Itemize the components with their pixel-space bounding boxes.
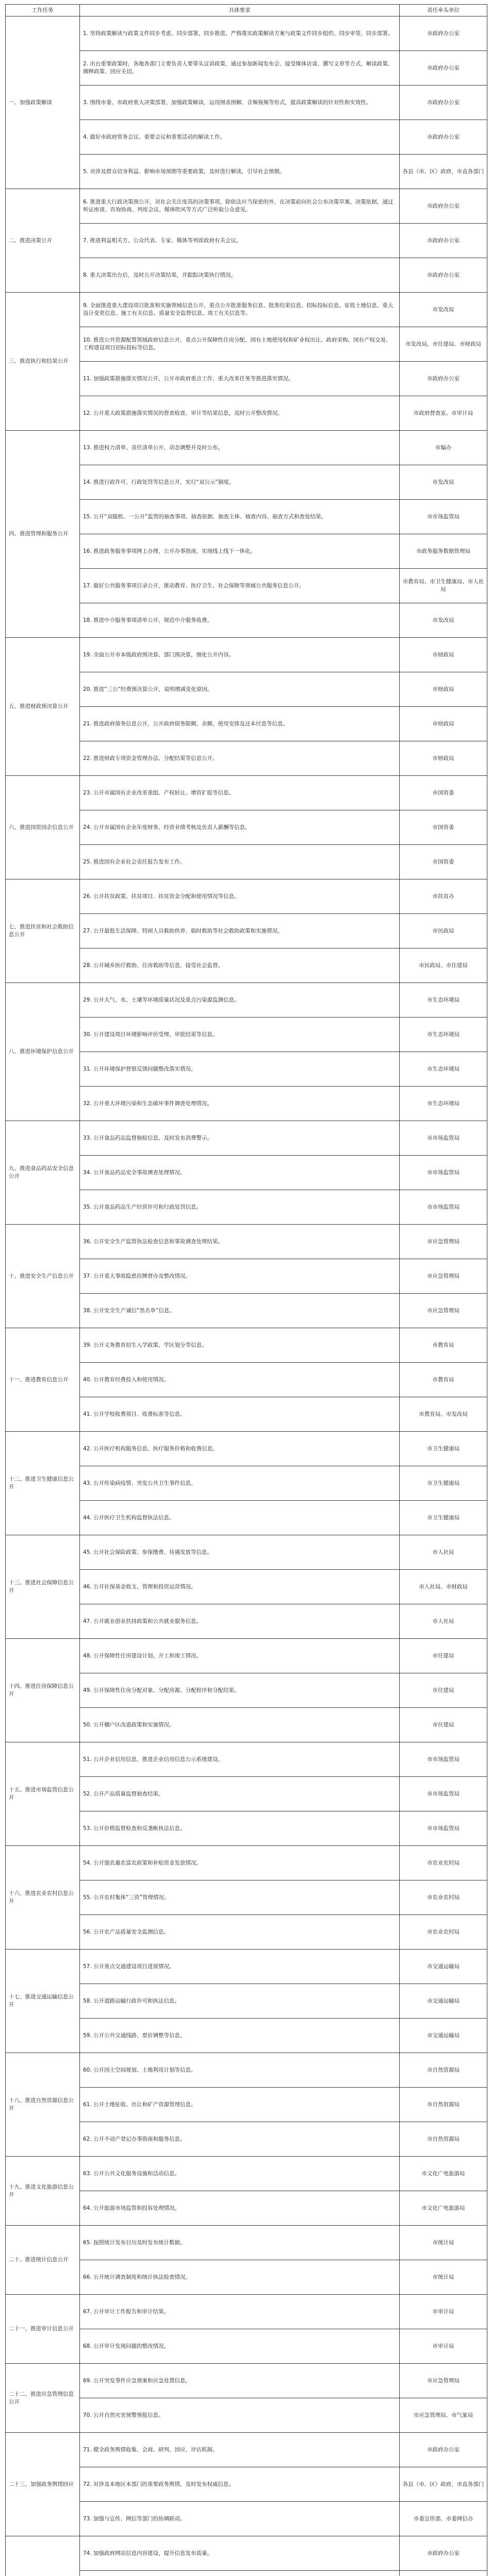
- requirement-text: 68. 公开审计发现问题的整改情况。: [80, 2329, 400, 2364]
- requirement-text: 13. 推进权力清单、责任清单公开，动态调整并及时公布。: [80, 431, 400, 465]
- table-row: [6, 1950, 487, 1984]
- responsible-department: 市应急管理局、市气象局: [400, 2398, 487, 2433]
- table-row: [6, 879, 487, 914]
- responsible-department: 市应急管理局: [400, 1259, 487, 1294]
- table-body: [6, 16, 487, 2576]
- responsible-department: 市政府办公室: [400, 362, 487, 396]
- requirement-text: 44. 公开医疗卫生机构监督执法信息。: [80, 1501, 400, 1535]
- task-category: 九、推进食品药品安全信息公开: [6, 1121, 80, 1225]
- requirement-text: 72. 对涉及本地区本部门的重要政务舆情，及时发布权威信息。: [80, 2467, 400, 2502]
- requirement-text: 51. 公开企业信用信息，推进企业信用信息公示系统建设。: [80, 1742, 400, 1777]
- responsible-department: 市住建局: [400, 1708, 487, 1742]
- responsible-department: 市卫生健康局: [400, 1501, 487, 1535]
- requirement-text: 16. 推进政务服务事项网上办理，公开办事指南，实现线上线下一体化。: [80, 534, 400, 569]
- table-row: [6, 189, 487, 224]
- responsible-department: 市审计局: [400, 2295, 487, 2329]
- responsible-department: 市财政局: [400, 672, 487, 707]
- requirement-text: 12. 公开重大政策措施落实情况的督查检查、审计等结果信息，及时公开整改情况。: [80, 396, 400, 431]
- responsible-department: 市发改局: [400, 293, 487, 327]
- requirement-text: 37. 公开重大事故隐患挂牌督办及整改情况。: [80, 1259, 400, 1294]
- responsible-department: 市政府办公室: [400, 86, 487, 120]
- responsible-department: 市市场监管局: [400, 500, 487, 534]
- requirement-text: 18. 推进中介服务事项清单公开，规范中介服务收费。: [80, 603, 400, 638]
- responsible-department: 市农业农村局: [400, 1846, 487, 1880]
- table-row: [6, 983, 487, 1018]
- responsible-department: 市政府办公室: [400, 189, 487, 224]
- responsible-department: 市市场监管局: [400, 1777, 487, 1811]
- requirement-text: 42. 公开医疗机构服务信息、医疗服务价格和收费信息。: [80, 1432, 400, 1466]
- task-category: 二、推进决策公开: [6, 189, 80, 293]
- task-category: 八、推进环境保护信息公开: [6, 983, 80, 1121]
- task-category: 五、推进财政预决算公开: [6, 638, 80, 776]
- requirement-text: 74. 加强政府网站信息内容建设，提升信息发布质量。: [80, 2536, 400, 2571]
- task-category: 七、推进扶贫和社会救助信息公开: [6, 879, 80, 983]
- responsible-department: 市财政局: [400, 707, 487, 741]
- task-category: [6, 2536, 80, 2576]
- table-row: [6, 2295, 487, 2329]
- task-category: 十六、推进农业农村信息公开: [6, 1846, 80, 1950]
- responsible-department: 市农业农村局: [400, 1880, 487, 1915]
- header-department: 责任牵头单位: [400, 5, 487, 16]
- responsible-department: 市自然资源局: [400, 2122, 487, 2157]
- responsible-department: [400, 2571, 487, 2576]
- table-row: [6, 16, 487, 51]
- task-category: 二十一、推进审计信息公开: [6, 2295, 80, 2364]
- requirement-text: 55. 公开农村集体“三资”管理情况。: [80, 1880, 400, 1915]
- responsible-department: 市编办: [400, 431, 487, 465]
- responsible-department: 市市场监管局: [400, 1811, 487, 1846]
- requirement-text: 41. 公开学校收费项目、收费标准等信息。: [80, 1397, 400, 1432]
- requirement-text: 53. 公开价格监督检查和反垄断执法信息。: [80, 1811, 400, 1846]
- requirement-text: 7. 推进利益相关方、公众代表、专家、媒体等列席政府有关会议。: [80, 224, 400, 258]
- requirement-text: 59. 公开公共交通线路、票价调整等信息。: [80, 2019, 400, 2053]
- task-category: 十七、推进交通运输信息公开: [6, 1950, 80, 2053]
- requirement-text: 1. 坚持政策解读与政策文件同步考虑、同步部署、同步推进。严格落实政策解读方案与政策文件同步组织、同步审签、同步部署。: [80, 16, 400, 51]
- responsible-department: 市政府督查室、市审计局: [400, 396, 487, 431]
- responsible-department: 市生态环境局: [400, 1052, 487, 1087]
- requirement-text: 39. 公开义务教育招生入学政策、学区划分等信息。: [80, 1328, 400, 1363]
- requirement-text: 35. 公开食品药品生产经营许可和行政处罚信息。: [80, 1190, 400, 1225]
- responsible-department: 市委宣传部、市委网信办: [400, 2502, 487, 2536]
- requirement-text: 62. 公开不动产登记办事指南和服务信息。: [80, 2122, 400, 2157]
- requirement-text: 27. 公开最低生活保障、特困人员救助供养、临时救助等社会救助政策和实施情况。: [80, 914, 400, 948]
- task-category: 三、推进执行和结果公开: [6, 293, 80, 431]
- requirement-text: 63. 公开公共文化服务设施和活动信息。: [80, 2157, 400, 2191]
- responsible-department: 市政府办公室: [400, 16, 487, 51]
- responsible-department: 市交通运输局: [400, 1984, 487, 2019]
- requirement-text: 4. 做好市政府常务会议、重要会议和重要活动的解读工作。: [80, 120, 400, 155]
- responsible-department: 市国资委: [400, 845, 487, 879]
- requirement-text: 24. 公开市属国有企业年度财务、经营业绩考核及负责人薪酬等信息。: [80, 810, 400, 845]
- requirement-text: 5. 对涉及群众切身利益、影响市场预期等重要政策，及时进行解读，引导社会预期。: [80, 155, 400, 189]
- requirement-text: 43. 公开传染病疫情、突发公共卫生事件信息。: [80, 1466, 400, 1501]
- table-row: [6, 1225, 487, 1259]
- responsible-department: 市人社局: [400, 1535, 487, 1570]
- responsible-department: 市教育局、市发改局: [400, 1397, 487, 1432]
- table-row: [6, 1432, 487, 1466]
- responsible-department: 市自然资源局: [400, 2088, 487, 2122]
- responsible-department: 市农业农村局: [400, 1915, 487, 1950]
- header-requirement: 具体要求: [80, 5, 400, 16]
- task-category: 十八、推进自然资源信息公开: [6, 2053, 80, 2157]
- responsible-department: 市住建局: [400, 1673, 487, 1708]
- task-category: 六、推进国资国企信息公开: [6, 776, 80, 879]
- task-category: 二十、推进统计信息公开: [6, 2226, 80, 2295]
- requirement-text: 6. 推进重大行政决策预公开，对社会关注度高的决策事项，除依法应当保密的外，在决策前向社会公布决策草案、决策依据，通过听证座谈、咨询协商、列席会议、媒体吹风等方式广泛听取公众意见。: [80, 189, 400, 224]
- responsible-department: 市市场监管局: [400, 1121, 487, 1156]
- responsible-department: 市政府办公室: [400, 224, 487, 258]
- table-row: [6, 2433, 487, 2467]
- task-category: 十五、推进市场监管信息公开: [6, 1742, 80, 1846]
- responsible-department: 市市场监管局: [400, 1190, 487, 1225]
- table-row: [6, 431, 487, 465]
- table-row: [6, 2364, 487, 2398]
- table-row: [6, 2226, 487, 2260]
- responsible-department: 市教育局: [400, 1363, 487, 1397]
- responsible-department: 市卫生健康局: [400, 1432, 487, 1466]
- task-category: 十、推进安全生产信息公开: [6, 1225, 80, 1328]
- task-category: 一、加强政策解读: [6, 16, 80, 189]
- responsible-department: 市政府办公室: [400, 2536, 487, 2571]
- task-category: 四、推进管理和服务公开: [6, 431, 80, 638]
- requirement-text: 52. 公开产品质量监督抽查结果。: [80, 1777, 400, 1811]
- requirement-text: 23. 公开市属国有企业改革重组、产权转让、增资扩股等信息。: [80, 776, 400, 810]
- responsible-department: 市人社局、市财政局: [400, 1570, 487, 1604]
- requirement-text: 66. 公开统计调查制度和统计执法检查情况。: [80, 2260, 400, 2295]
- table-row: [6, 1742, 487, 1777]
- task-category: 二十三、加强政务舆情回应: [6, 2433, 80, 2536]
- requirement-text: 32. 公开重大环境污染和生态破坏事件调查处理情况。: [80, 1087, 400, 1121]
- responsible-department: 市住建局: [400, 1639, 487, 1673]
- requirement-text: 38. 公开安全生产诚信“黑名单”信息。: [80, 1294, 400, 1328]
- requirement-text: 67. 公开审计工作报告和审计结果。: [80, 2295, 400, 2329]
- responsible-department: 市教育局、市卫生健康局、市人社局: [400, 569, 487, 603]
- requirement-text: 11. 加强政策措施落实情况公开，公开市政府重点工作、重大改革任务等推进落实情况。: [80, 362, 400, 396]
- responsible-department: 市应急管理局: [400, 1294, 487, 1328]
- requirement-text: 15. 公开“双随机、一公开”监管的抽查事项、抽查依据、抽查主体、抽查内容、抽查方式和查处结果。: [80, 500, 400, 534]
- requirement-text: 45. 公开社会保险政策、参保缴费、待遇发放等信息。: [80, 1535, 400, 1570]
- task-table: [5, 4, 487, 2576]
- responsible-department: 市政府办公室: [400, 2433, 487, 2467]
- responsible-department: 市政府办公室: [400, 51, 487, 86]
- table-row: [6, 1121, 487, 1156]
- responsible-department: 各县（市、区）政府，市直各部门: [400, 2467, 487, 2502]
- requirement-text: 31. 公开环境保护督察反馈问题整改落实情况。: [80, 1052, 400, 1087]
- task-category: 十三、推进社会保障信息公开: [6, 1535, 80, 1639]
- table-row: [6, 638, 487, 672]
- task-category: 十一、推进教育信息公开: [6, 1328, 80, 1432]
- table-row: [6, 1328, 487, 1363]
- requirement-text: 33. 公开食品药品监督抽检信息，及时发布消费警示。: [80, 1121, 400, 1156]
- task-category: 十二、推进卫生健康信息公开: [6, 1432, 80, 1535]
- responsible-department: 市市场监管局: [400, 1156, 487, 1190]
- requirement-text: 19. 全面公开市本级政府预决算、部门预决算，细化公开内容。: [80, 638, 400, 672]
- requirement-text: 40. 公开教育经费投入和使用情况。: [80, 1363, 400, 1397]
- responsible-department: 市应急管理局: [400, 1225, 487, 1259]
- responsible-department: 各县（市、区）政府，市直各部门: [400, 155, 487, 189]
- requirement-text: 60. 公开国土空间规划、土地利用计划等信息。: [80, 2053, 400, 2088]
- requirement-text: 48. 公开保障性住房建设计划、开工和竣工情况。: [80, 1639, 400, 1673]
- requirement-text: 34. 公开食品药品安全事故调查处理情况。: [80, 1156, 400, 1190]
- responsible-department: 市文化广电旅游局: [400, 2157, 487, 2191]
- requirement-text: 65. 按照统计发布日历及时发布统计数据。: [80, 2226, 400, 2260]
- requirement-text: 54. 公开强农惠农富农政策和补贴资金发放情况。: [80, 1846, 400, 1880]
- table-row: [6, 2157, 487, 2191]
- responsible-department: 市交通运输局: [400, 2019, 487, 2053]
- requirement-text: 28. 公开城乡医疗救助、住房救助等信息，接受社会监督。: [80, 948, 400, 983]
- requirement-text: 58. 公开道路运输行政许可和执法信息。: [80, 1984, 400, 2019]
- requirement-text: 25. 推进国有企业社会责任报告发布工作。: [80, 845, 400, 879]
- responsible-department: 市国资委: [400, 810, 487, 845]
- responsible-department: 市发改局: [400, 465, 487, 500]
- requirement-text: 26. 公开扶贫政策、扶贫项目、扶贫资金分配和使用情况等信息。: [80, 879, 400, 914]
- responsible-department: 市自然资源局: [400, 2053, 487, 2088]
- requirement-text: 22. 推进财政专项资金管理办法、分配结果等信息公开。: [80, 741, 400, 776]
- table-row: [6, 1639, 487, 1673]
- requirement-text: [80, 2571, 400, 2576]
- requirement-text: 57. 公开重点交通建设项目进展情况。: [80, 1950, 400, 1984]
- table-row: [6, 2536, 487, 2571]
- task-category: 十九、推进文化旅游信息公开: [6, 2157, 80, 2226]
- responsible-department: 市生态环境局: [400, 1087, 487, 1121]
- requirement-text: 30. 公开建设项目环境影响评价受理、审批结果等信息。: [80, 1018, 400, 1052]
- requirement-text: 47. 公开就业创业扶持政策和公共就业服务信息。: [80, 1604, 400, 1639]
- responsible-department: 市市场监管局: [400, 1742, 487, 1777]
- responsible-department: 市交通运输局: [400, 1950, 487, 1984]
- responsible-department: 市生态环境局: [400, 1018, 487, 1052]
- table-row: [6, 2053, 487, 2088]
- header-row: [6, 5, 487, 16]
- responsible-department: 市国资委: [400, 776, 487, 810]
- responsible-department: 市政府办公室: [400, 120, 487, 155]
- responsible-department: 市财政局: [400, 638, 487, 672]
- responsible-department: 市发改局、市住建局、市财政局: [400, 327, 487, 362]
- responsible-department: 市卫生健康局: [400, 1466, 487, 1501]
- table-row: [6, 293, 487, 327]
- task-category: 十四、推进住房保障信息公开: [6, 1639, 80, 1742]
- table-row: [6, 1846, 487, 1880]
- requirement-text: 61. 公开土地征收、出让和矿产资源管理信息。: [80, 2088, 400, 2122]
- requirement-text: 36. 公开安全生产监管执法检查信息和事故调查处理结果。: [80, 1225, 400, 1259]
- header-task: 工作任务: [6, 5, 80, 16]
- responsible-department: 市统计局: [400, 2260, 487, 2295]
- requirement-text: 14. 推进行政许可、行政处罚等信息公开，实行“双公示”制度。: [80, 465, 400, 500]
- requirement-text: 10. 推进公共资源配置领域政府信息公开，重点公开保障性住房分配、国有土地使用权和矿业权出让、政府采购、国有产权交易、工程建设项目招标投标等信息。: [80, 327, 400, 362]
- responsible-department: 市审计局: [400, 2329, 487, 2364]
- task-category: 二十二、推进应急管理信息公开: [6, 2364, 80, 2433]
- responsible-department: 市发改局: [400, 603, 487, 638]
- table-row: [6, 1535, 487, 1570]
- requirement-text: 9. 全面推进重大建设项目批准和实施领域信息公开，重点公开批准服务信息、批准结果信息、招标投标信息、征收土地信息、重大设计变更信息、施工有关信息、质量安全监督信息、竣工有关信息等。: [80, 293, 400, 327]
- requirement-text: 56. 公开农产品质量安全监测信息。: [80, 1915, 400, 1950]
- table-header: [6, 5, 487, 16]
- requirement-text: 73. 加强与宣传、网信等部门的协调联动。: [80, 2502, 400, 2536]
- responsible-department: 市民政局: [400, 914, 487, 948]
- responsible-department: 市文化广电旅游局: [400, 2191, 487, 2226]
- requirement-text: 70. 公开自然灾害预警预报信息。: [80, 2398, 400, 2433]
- responsible-department: 市扶贫办: [400, 879, 487, 914]
- requirement-text: 20. 推进“三公”经费预决算公开，说明增减变化原因。: [80, 672, 400, 707]
- requirement-text: 69. 公开突发事件应急预案和应急处置信息。: [80, 2364, 400, 2398]
- responsible-department: 市生态环境局: [400, 983, 487, 1018]
- requirement-text: 64. 公开旅游市场监管和投诉处理情况。: [80, 2191, 400, 2226]
- requirement-text: 2. 出台重要政策时，各地各部门主要负责人要带头宣讲政策，通过参加新闻发布会、接受媒体访谈、撰写文章等方式，解读政策、阐释政策、回应关切。: [80, 51, 400, 86]
- responsible-department: 市财政局: [400, 741, 487, 776]
- responsible-department: 市应急管理局: [400, 2364, 487, 2398]
- requirement-text: 29. 公开大气、水、土壤等环境质量状况及重点污染源监测信息。: [80, 983, 400, 1018]
- requirement-text: 71. 健全政务舆情收集、会商、研判、回应、评估机制。: [80, 2433, 400, 2467]
- table-row: [6, 776, 487, 810]
- requirement-text: 21. 推进政府债务信息公开，公开政府债务限额、余额、使用安排及还本付息等信息。: [80, 707, 400, 741]
- requirement-text: 3. 围绕市委、市政府重大决策部署，加强政策解读，运用图表图解、音频视频等形式，提高政策解读的针对性和实效性。: [80, 86, 400, 120]
- requirement-text: 46. 公开社保基金收支、管理和投资运营情况。: [80, 1570, 400, 1604]
- requirement-text: 50. 公开棚户区改造政策和实施情况。: [80, 1708, 400, 1742]
- responsible-department: 市统计局: [400, 2226, 487, 2260]
- requirement-text: 8. 重大决策出台后，及时公开决策结果，并跟踪决策执行情况。: [80, 258, 400, 293]
- requirement-text: 49. 公开保障性住房分配对象、分配房源、分配程序和分配结果。: [80, 1673, 400, 1708]
- requirement-text: 17. 做好公共服务事项目录公开，推动教育、医疗卫生、社会保障等领域公共服务信息公开。: [80, 569, 400, 603]
- responsible-department: 市人社局: [400, 1604, 487, 1639]
- responsible-department: 市民政局、市住建局: [400, 948, 487, 983]
- responsible-department: 市政务服务数据管理局: [400, 534, 487, 569]
- responsible-department: 市政府办公室: [400, 258, 487, 293]
- responsible-department: 市教育局: [400, 1328, 487, 1363]
